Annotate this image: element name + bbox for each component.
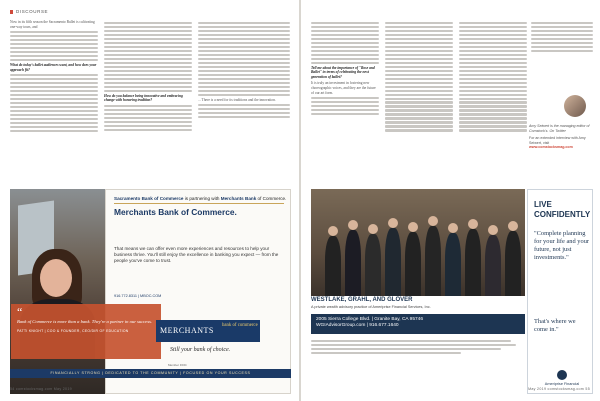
ad-footer-strip: FINANCIALLY STRONG | DEDICATED TO THE COMMUNITY | FOCUSED ON YOUR SUCCESS bbox=[10, 369, 291, 378]
left-page bbox=[0, 0, 299, 401]
westlake-legal-text bbox=[311, 338, 525, 356]
ad-contact[interactable]: 916.772.8311 | MBOC.COM bbox=[114, 294, 162, 298]
westlake-web[interactable]: WGIAdvisorGroup.com | 916.677.1640 bbox=[316, 323, 399, 328]
article-fragment-2: ... There is a need for its traditions and the innovation. bbox=[198, 97, 276, 102]
article-column-7 bbox=[531, 20, 593, 54]
web-extra-label: For an extended interview with Amy Seiwert, visit bbox=[529, 136, 586, 145]
westlake-contact-block bbox=[311, 314, 525, 334]
westlake-subtitle: A private wealth advisory practice of Ameriprise Financial Services, Inc. bbox=[311, 305, 431, 309]
ad-body-copy: That means we can offer even more experiences and resources to help your business thrive. You'll still enjoy the excellence in banking you expect — from the people you've come to trust. bbox=[114, 246, 279, 263]
ameriprise-logo: Ameriprise Financial bbox=[534, 370, 590, 386]
web-extra-link[interactable]: www.comstocksmag.com bbox=[529, 145, 573, 150]
westlake-address: 2005 Sierra College Blvd. | Granite Bay, CA 95746 bbox=[316, 317, 424, 322]
article-column-6 bbox=[459, 20, 527, 133]
author-bio: Amy Seiwert is the managing editor of Comstock's. On Twitter bbox=[529, 124, 590, 133]
testimonial-box bbox=[11, 304, 161, 359]
article-column-1 bbox=[10, 20, 98, 134]
merchants-logo: MERCHANTS bank of commerce bbox=[156, 320, 260, 342]
live-ad-title: LIVE CONFIDENTLY bbox=[534, 200, 591, 219]
testimonial-caption: PATTI KNIGHT | COO & FOUNDER, CEO/DIR OF EDUCATION bbox=[17, 328, 129, 333]
testimonial-text: Bank of Commerce is more than a bank. They're a partner in our success. bbox=[17, 319, 153, 324]
author-headshot bbox=[564, 95, 586, 117]
folio-left: 54 comstocksmag.com May 2019 bbox=[10, 387, 72, 391]
folio-right: May 2019 comstocksmag.com 55 bbox=[528, 387, 590, 391]
ad-divider bbox=[114, 203, 284, 204]
fdic-notice: Member FDIC bbox=[168, 363, 187, 367]
live-ad-quote: "Complete planning for your life and your future, not just investments." bbox=[534, 230, 590, 261]
quote-mark-icon: “ bbox=[17, 305, 23, 319]
article-fragment-3: It is truly an investment in fostering new choreographic voices, and they are the future of our art form. bbox=[311, 81, 376, 95]
article-column-3 bbox=[198, 20, 290, 120]
interview-question-1: What do today's ballet audiences want, and how does your approach fit? bbox=[10, 63, 97, 72]
section-marker bbox=[10, 10, 13, 14]
article-column-4 bbox=[311, 20, 379, 117]
article-column-2 bbox=[104, 20, 192, 133]
advertiser-portrait-photo bbox=[10, 189, 105, 394]
interview-question-3: Tell me about the importance of "Rose and Ballet" in terms of celebrating the next generation of ballet? bbox=[311, 65, 375, 79]
advisors-group-photo bbox=[311, 189, 525, 296]
westlake-heading: WESTLAKE, GRAHL, AND GLOVER bbox=[311, 297, 413, 303]
ad-tagline: Still your bank of choice. bbox=[170, 347, 231, 353]
ameriprise-logo-icon bbox=[557, 370, 567, 380]
live-confidently-ad bbox=[527, 189, 593, 394]
ad-headline: Merchants Bank of Commerce. bbox=[114, 207, 237, 217]
section-label: DISCOURSE bbox=[10, 9, 48, 14]
ad-partnership-line: Sacramento Bank of Commerce is partnering with Merchants Bank of Commerce. bbox=[114, 196, 287, 201]
interview-question-2: How do you balance being innovative and embracing change with honoring tradition? bbox=[104, 93, 183, 103]
live-ad-closing: That's where we come in." bbox=[534, 318, 576, 333]
right-page bbox=[301, 0, 600, 401]
article-fragment-1: Now in its fifth season the Sacramento Ballet is cultivating one-way tours, and bbox=[10, 20, 95, 29]
article-column-5 bbox=[385, 20, 453, 133]
author-bio-block bbox=[529, 124, 593, 150]
